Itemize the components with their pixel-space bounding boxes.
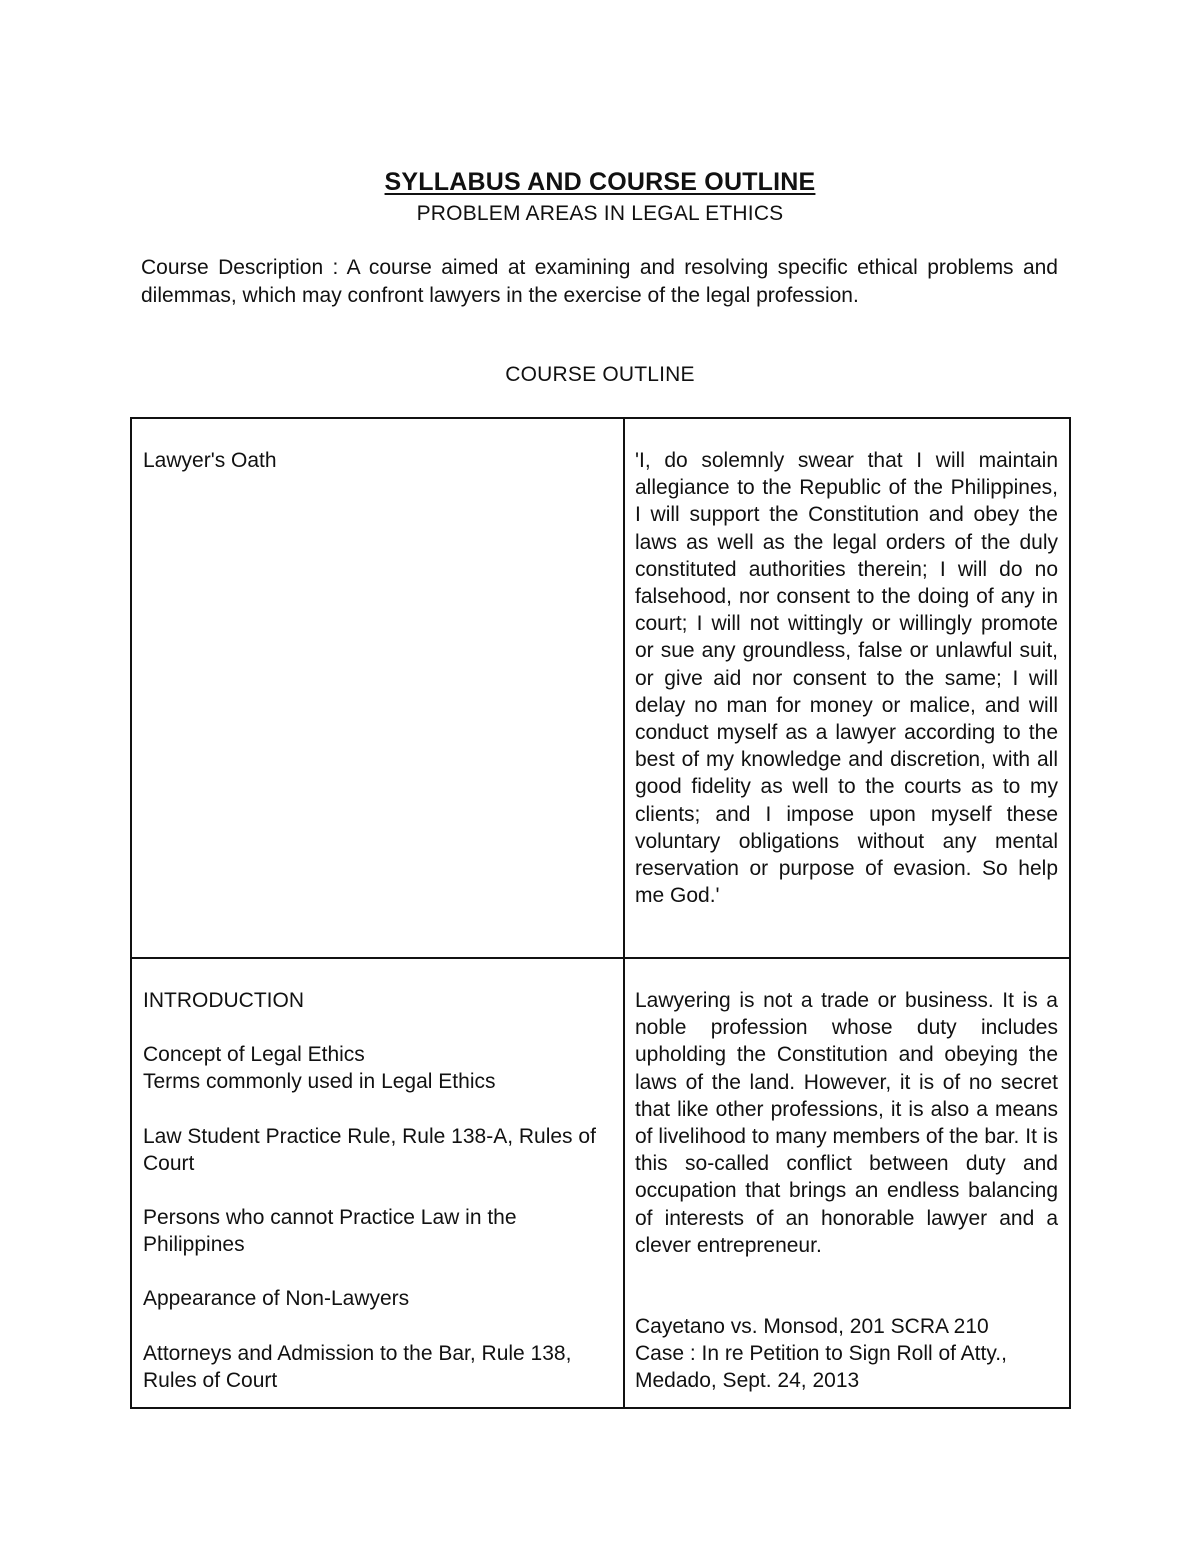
case-citation: Cayetano vs. Monsod, 201 SCRA 210 — [635, 1315, 989, 1339]
topic-concept: Concept of Legal Ethics — [143, 1043, 365, 1067]
topic-attorneys: Attorneys and Admission to the Bar, Rule 138, Rules of Court — [143, 1341, 572, 1392]
oath-text: 'I, do solemnly swear that I will maintain allegiance to the Republic of the Philippines, I will support the Constitution and obey the laws as well as the legal orders of the duly constituted authorities therein; I will do no falsehood, nor consent to the doing of any in court; I will not wittingly or willingly promote or sue any groundless, false or unlawful suit, or give aid nor consent to the same; I will delay no man for money or malice, and will conduct myself as a lawyer according to the best of my knowledge and discretion, with all good fidelity as well to the courts as to my clients; and I impose upon myself these voluntary obligations without any mental reservation or purpose of evasion. So help me God.' — [635, 449, 1058, 908]
course-outline-table — [130, 417, 1071, 1409]
case-list — [635, 1313, 1058, 1395]
topic-cell — [131, 418, 624, 958]
content-cell — [624, 958, 1070, 1408]
table-row — [131, 958, 1070, 1408]
case-citation: Case : In re Petition to Sign Roll of Atty., Medado, Sept. 24, 2013 — [635, 1342, 1007, 1393]
topic-introduction: INTRODUCTION — [143, 989, 304, 1012]
topic-appearance: Appearance of Non-Lawyers — [143, 1287, 410, 1311]
introduction-paragraph: Lawyering is not a trade or business. It is a noble profession whose duty includes upholding the Constitution and obeying the laws of the land. However, it is of no secret that like other professions, it is also a means of livelihood to many members of the bar. It is this so-called conflict between duty and occupation that brings an endless balancing of interests of an honorable lawyer and a clever entrepreneur. — [635, 989, 1058, 1257]
topic-practice-rule: Law Student Practice Rule, Rule 138-A, Rules of Court — [143, 1124, 596, 1175]
content-cell — [624, 418, 1070, 958]
table-row — [131, 418, 1070, 958]
document-title: SYLLABUS AND COURSE OUTLINE — [384, 168, 816, 196]
topic-terms: Terms commonly used in Legal Ethics — [143, 1070, 496, 1094]
topic-cell — [131, 958, 624, 1408]
course-outline-heading: COURSE OUTLINE — [505, 363, 695, 386]
document-subtitle: PROBLEM AREAS IN LEGAL ETHICS — [416, 202, 784, 225]
course-description: Course Description : A course aimed at examining and resolving specific ethical problems and dilemmas, which may confront lawyers in the exercise of the legal profession. — [141, 256, 1058, 307]
topic-lawyers-oath: Lawyer's Oath — [143, 449, 277, 472]
topic-persons: Persons who cannot Practice Law in the Philippines — [143, 1206, 517, 1257]
